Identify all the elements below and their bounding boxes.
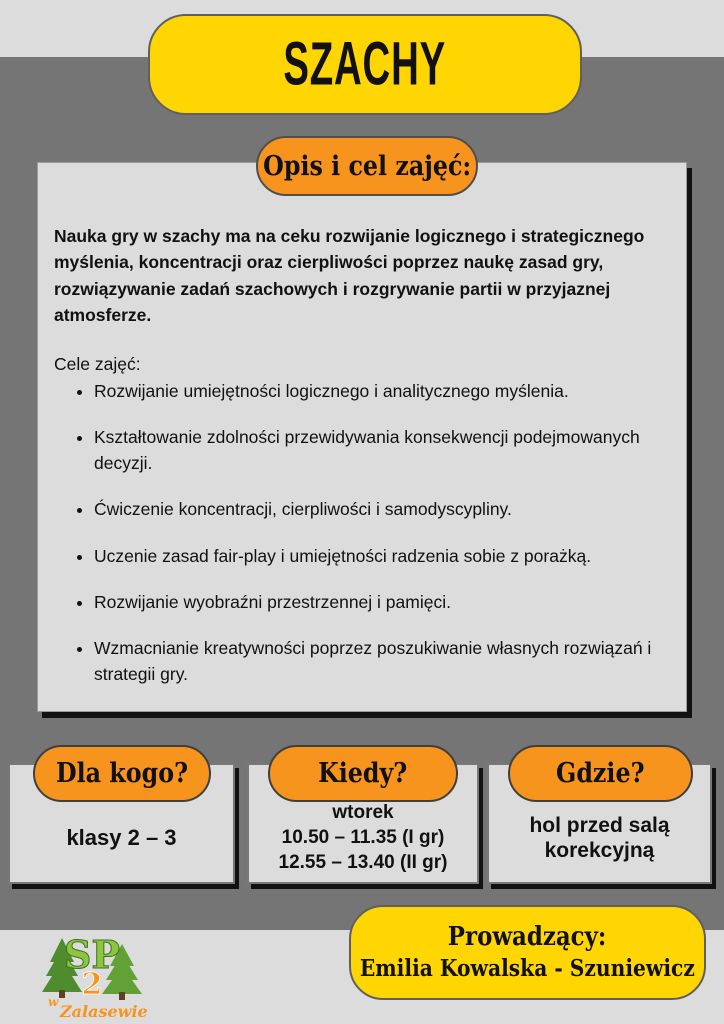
goal-item: • Wzmacnianie kreatywności poprzez poszukiwanie własnych rozwiązań i strategii gry. <box>94 636 670 687</box>
goal-item: • Rozwijanie wyobraźni przestrzennej i pamięci. <box>94 590 670 615</box>
where-value-line2: korekcyjną <box>544 838 655 862</box>
when-day: wtorek <box>332 802 394 823</box>
description-badge-label: Opis i cel zajęć: <box>262 150 472 182</box>
for-whom-badge-label: Dla kogo? <box>56 758 188 789</box>
description-card <box>37 162 687 712</box>
goal-item: • Uczenie zasad fair-play i umiejętności radzenia sobie z porażką. <box>94 544 670 569</box>
where-badge <box>508 745 693 802</box>
when-badge <box>268 745 458 802</box>
when-time-group1: 10.50 – 11.35 (I gr) <box>281 827 445 848</box>
description-intro: Nauka gry w szachy ma na ceku rozwijanie logicznego i strategicznego myślenia, koncentracji oraz cierpliwości poprzez naukę zasad gry, rozwiązywanie zadań szachowych i rozgrywanie partii w przyjaznej atmosferze. <box>54 226 645 325</box>
when-time-group2: 12.55 – 13.40 (II gr) <box>278 852 448 873</box>
instructor-banner <box>349 905 706 1000</box>
for-whom-value: klasy 2 – 3 <box>66 825 177 850</box>
title-banner <box>148 14 582 115</box>
school-logo <box>34 924 152 1022</box>
instructor-label: Prowadzący: <box>448 921 607 952</box>
goal-item: • Rozwijanie umiejętności logicznego i analitycznego myślenia. <box>94 379 670 404</box>
where-badge-label: Gdzie? <box>556 758 645 789</box>
logo-town: Zalasewie <box>60 1002 148 1021</box>
goal-item: • Ćwiczenie koncentracji, cierpliwości i samodyscypliny. <box>94 497 670 522</box>
for-whom-badge <box>33 745 211 802</box>
goals-label: Cele zajęć: <box>54 354 141 374</box>
poster-title: SZACHY <box>283 30 447 99</box>
goals-list <box>54 379 670 687</box>
when-badge-label: Kiedy? <box>318 758 408 789</box>
logo-prefix: w <box>48 995 59 1009</box>
description-badge <box>256 136 478 196</box>
where-value-line1: hol przed salą <box>529 813 670 837</box>
instructor-name: Emilia Kowalska - Szuniewicz <box>359 955 696 983</box>
logo-number: 2 <box>81 967 103 1002</box>
goal-item: • Kształtowanie zdolności przewidywania konsekwencji podejmowanych decyzji. <box>94 425 670 476</box>
logo-letters: SP <box>63 932 121 977</box>
